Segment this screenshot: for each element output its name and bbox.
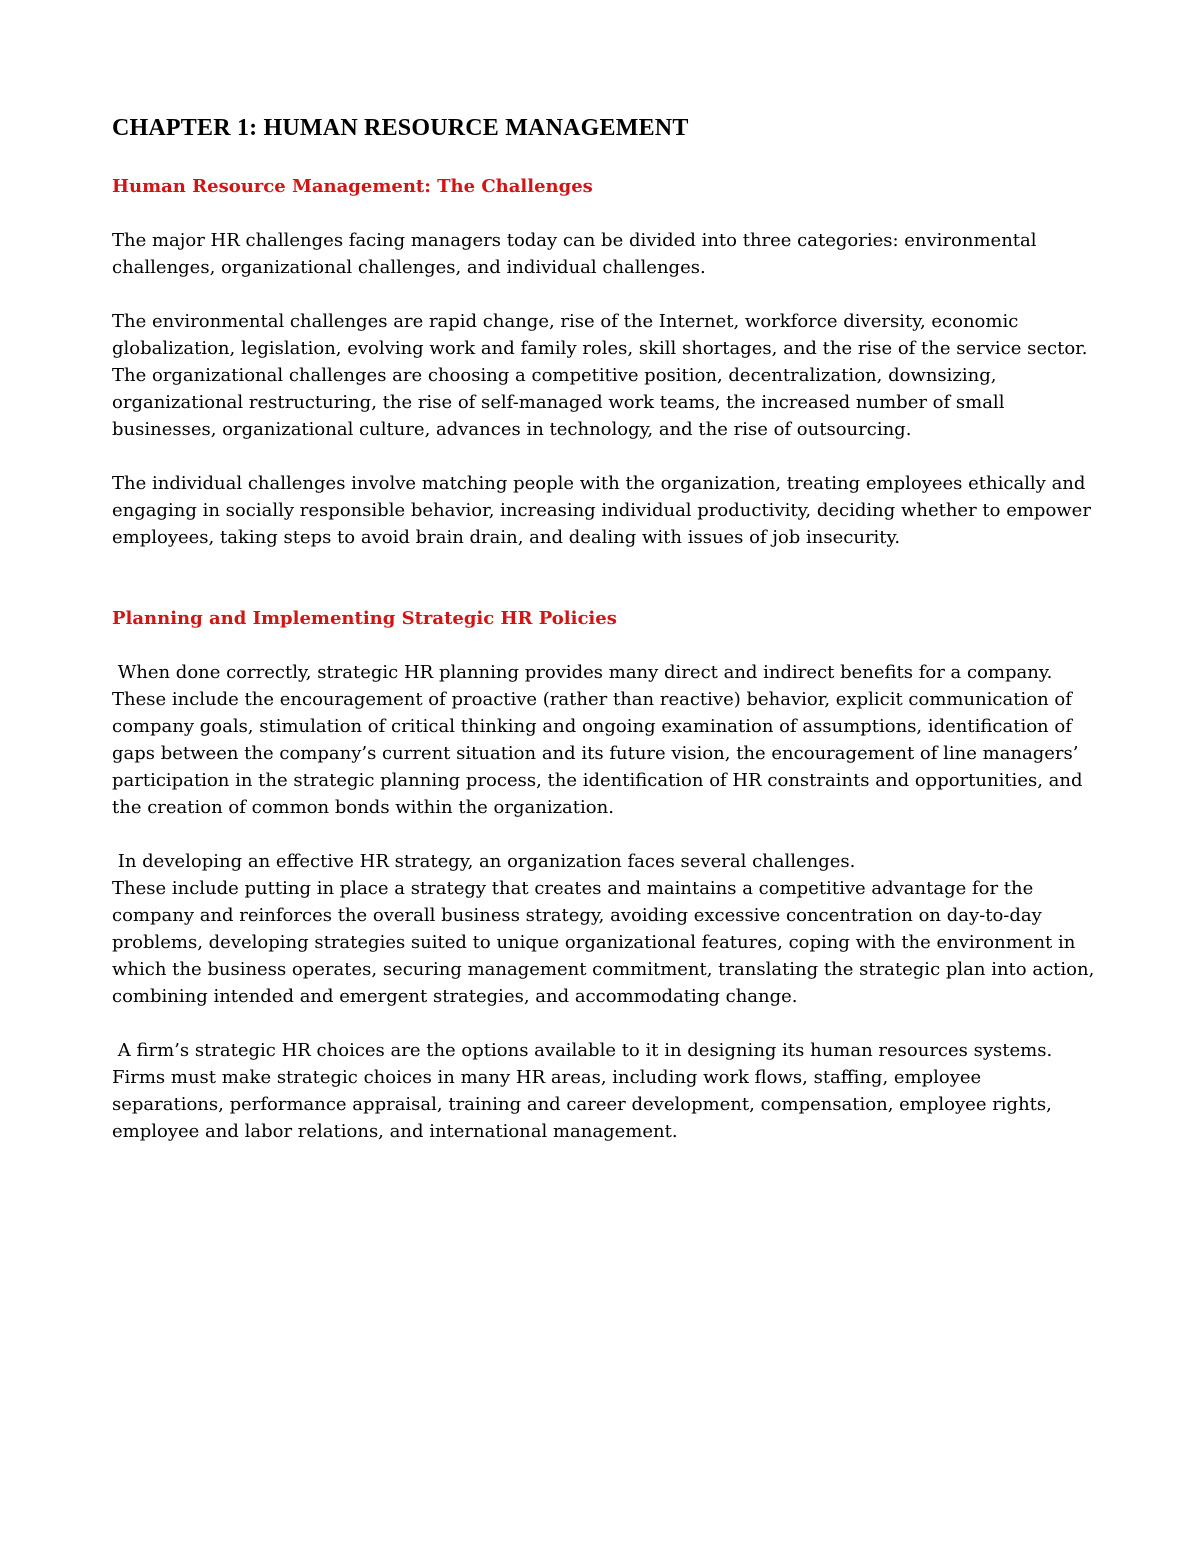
paragraph-individual-challenges: The individual challenges involve matching people with the organization, treating employees ethically and engaging in socially responsible behavior, increasing individual productivity, deciding whether to empower employees, taking steps to avoid brain drain, and dealing with issues of job insecurity.	[112, 473, 1091, 548]
paragraph-strategy-challenges-lead: In developing an effective HR strategy, an organization faces several challenges.	[112, 851, 856, 872]
paragraph-strategic-choices: A firm’s strategic HR choices are the options available to it in designing its human resources systems. Firms must make strategic choices in many HR areas, including work flows, staffing, employee separations, performance appraisal, training and career development, compensation, employee rights, employee and labor relations, and international management.	[112, 1040, 1058, 1142]
paragraph-strategic-benefits: When done correctly, strategic HR planning provides many direct and indirect benefits for a company. These include the encouragement of proactive (rather than reactive) behavior, explicit communication of company goals, stimulation of critical thinking and ongoing examination of assumptions, identification of gaps between the company’s current situation and its future vision, the encouragement of line managers’ participation in the strategic planning process, the identification of HR constraints and opportunities, and the creation of common bonds within the organization.	[112, 662, 1089, 818]
paragraph-environmental-organizational: The environmental challenges are rapid change, rise of the Internet, workforce diversity, economic globalization, legislation, evolving work and family roles, skill shortages, and the rise of the service sector. The organizational challenges are choosing a competitive position, decentralization, downsizing, organizational restructuring, the rise of self-managed work teams, the increased number of small businesses, organizational culture, advances in technology, and the rise of outsourcing.	[112, 311, 1088, 440]
paragraph-challenges-intro: The major HR challenges facing managers today can be divided into three categories: environmental challenges, organizational challenges, and individual challenges.	[112, 230, 1037, 278]
document-page	[112, 112, 1097, 1145]
section-heading-strategic-hr: Planning and Implementing Strategic HR Policies	[112, 608, 617, 629]
paragraph-strategy-challenges: These include putting in place a strategy that creates and maintains a competitive advantage for the company and reinforces the overall business strategy, avoiding excessive concentration on day-to-day problems, developing strategies suited to unique organizational features, coping with the environment in which the business operates, securing management commitment, translating the strategic plan into action, combining intended and emergent strategies, and accommodating change.	[112, 878, 1095, 1007]
section-heading-challenges: Human Resource Management: The Challenges	[112, 176, 593, 197]
chapter-title: CHAPTER 1: HUMAN RESOURCE MANAGEMENT	[112, 115, 689, 141]
